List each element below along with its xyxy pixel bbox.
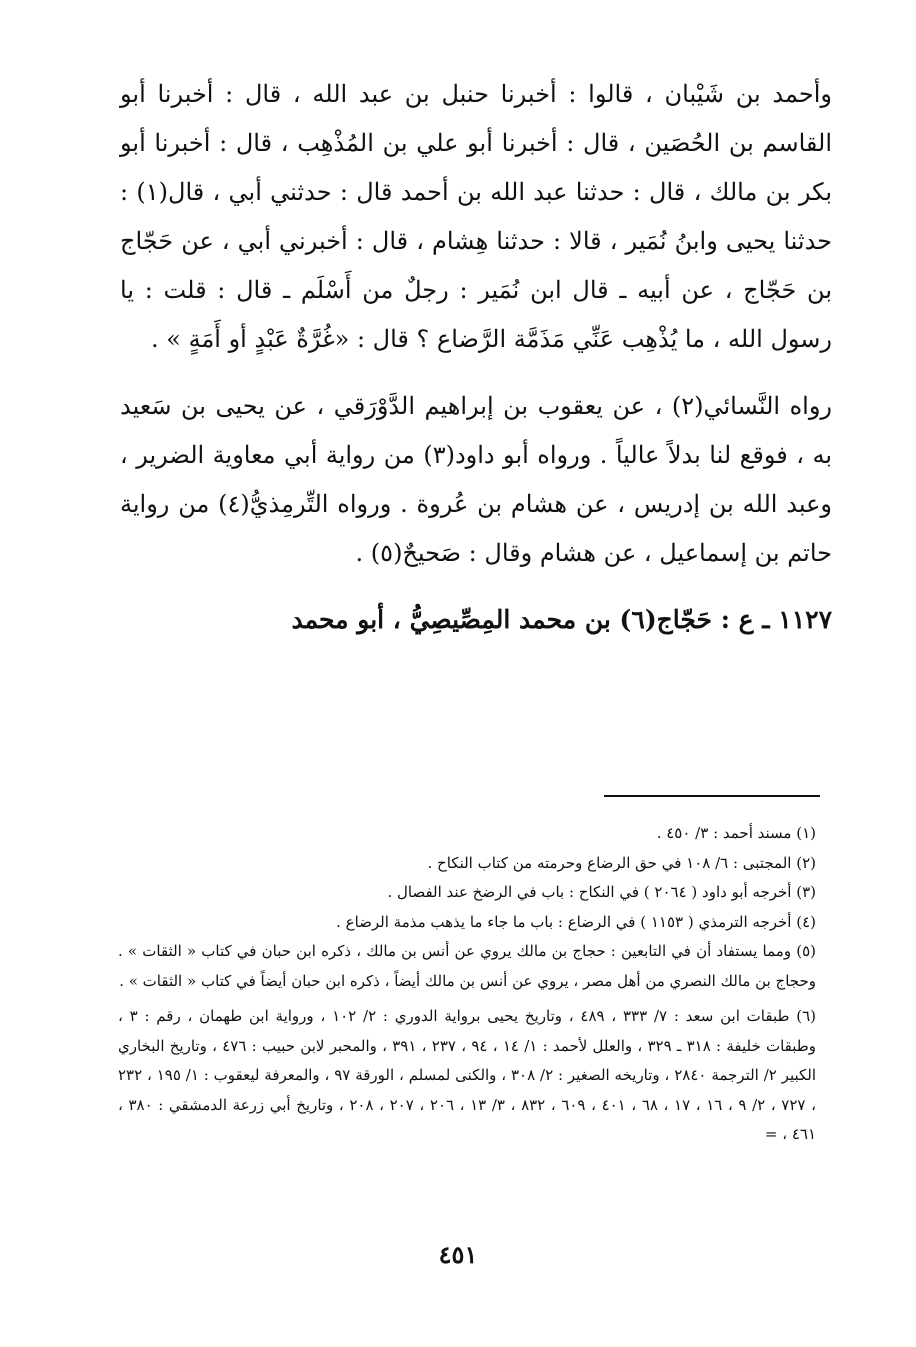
footnote-4: (٤) أخرجه الترمذي ( ١١٥٣ ) في الرضاع : باب ما جاء ما يذهب مذمة الرضاع . [336, 912, 816, 931]
footnote-1: (١) مسند أحمد : ٣/ ٤٥٠ . [656, 824, 816, 842]
page-number: ٤٥١ [438, 1240, 478, 1269]
footnote-5: (٥) ومما يستفاد أن في التابعين : حجاج بن مالك يروي عن أنس بن مالك ، ذكره ابن حبان في كتاب « الثقات » . وحجاج بن مالك النصري من أهل مصر ، يروي عن أنس بن مالك أيضاً ، ذكره ابن حبان أيضاً في كتاب « الثقات » . [118, 942, 816, 990]
entry-heading: ١١٢٧ ـ ع : حَجّاج(٦) بن محمد المِصِّيصِيُّ ، أبو محمد [291, 605, 832, 634]
footnote-3: (٣) أخرجه أبو داود ( ٢٠٦٤ ) في النكاح : باب في الرضخ عند الفصال . [387, 883, 816, 901]
main-text [120, 70, 832, 640]
narration-paragraph: رواه النَّسائي(٢) ، عن يعقوب بن إبراهيم الدَّوْرَقي ، عن يحيى بن سَعيد به ، فوقع لنا بدلاً عالياً . ورواه أبو داود(٣) من رواية أبي معاوية الضرير ، وعبد الله بن إدريس ، عن هشام بن عُروة . ورواه التِّرمِذيُّ(٤) من رواية حاتم بن إسماعيل ، عن هشام وقال : صَحيحٌ(٥) . [120, 392, 833, 567]
footnote-2: (٢) المجتبى : ٦/ ١٠٨ في حق الرضاع وحرمته من كتاب النكاح . [427, 853, 816, 872]
footnotes [118, 819, 830, 1150]
footnote-separator [604, 795, 820, 797]
footnote-6: (٦) طبقات ابن سعد : ٧/ ٣٣٣ ، ٤٨٩ ، وتاريخ يحيى برواية الدوري : ٢/ ١٠٢ ، ورواية ابن طهمان ، رقم : ٣ ، وطبقات خليفة : ٣١٨ ـ ٣٢٩ ، والعلل لأحمد : ١/ ١٤ ، ٩٤ ، ٢٣٧ ، ٣٩١ ، والمحبر لابن حبيب : ٤٧٦ ، وتاريخ البخاري الكبير ٢/ الترجمة ٢٨٤٠ ، وتاريخه الصغير : ٢/ ٣٠٨ ، والكنى لمسلم ، الورقة ٩٧ ، والمعرفة ليعقوب : ١/ ١٩٥ ، ٢٣٢ ، ٧٢٧ ، ٢/ ٩ ، ١٦ ، ١٧ ، ٦٨ ، ٤٠١ ، ٦٠٩ ، ٨٣٢ ، ٣/ ١٣ ، ٢٠٦ ، ٢٠٧ ، ٢٠٨ ، وتاريخ أبي زرعة الدمشقي : ٣٨٠ ، ٤٦١ ، = [118, 1007, 817, 1143]
hadith-paragraph: وأحمد بن شَيْبان ، قالوا : أخبرنا حنبل بن عبد الله ، قال : أخبرنا أبو القاسم بن الحُصَين ، قال : أخبرنا أبو علي بن المُذْهِب ، قال : أخبرنا أبو بكر بن مالك ، قال : حدثنا عبد الله بن أحمد قال : حدثني أبي ، قال(١) : حدثنا يحيى وابنُ نُمَير ، قالا : حدثنا هِشام ، قال : أخبرني أبي ، عن حَجّاج بن حَجّاج ، عن أبيه ـ قال ابن نُمَير : رجلٌ من أَسْلَم ـ قال : قلت : يا رسول الله ، ما يُذْهِب عَنِّي مَذَمَّة الرَّضاع ؟ قال : «غُرَّةٌ عَبْدٍ أو أَمَةٍ » . [120, 80, 833, 353]
